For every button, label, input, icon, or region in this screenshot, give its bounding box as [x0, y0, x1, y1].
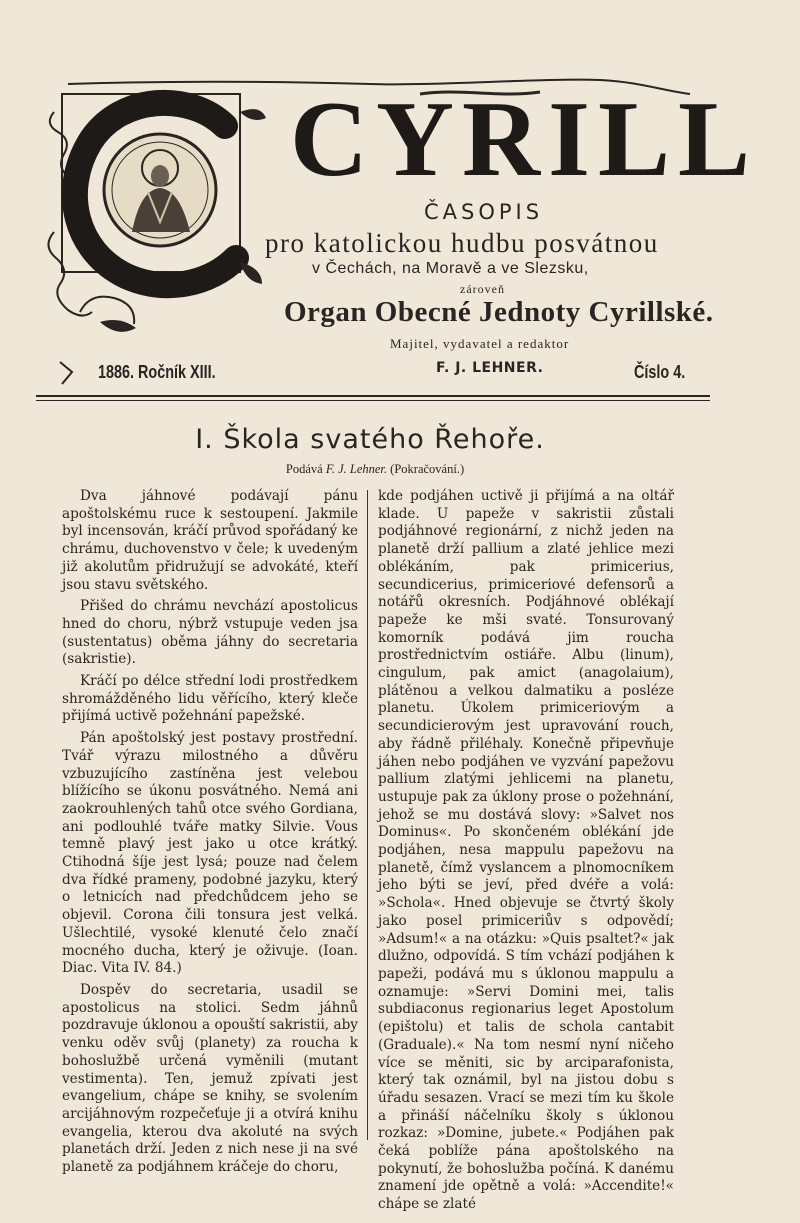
byline-author: F. J. Lehner.: [325, 462, 388, 476]
majitel-line: Majitel, vydavatel a redaktor: [390, 336, 570, 351]
issue-number: Číslo 4.: [634, 362, 686, 382]
organ-line: Organ Obecné Jednoty Cyrillské.: [284, 296, 714, 328]
subtitle-line-1: pro katolickou hudbu posvátnou: [265, 228, 659, 258]
article-title: I. Škola svatého Řehoře.: [195, 424, 545, 455]
paragraph: Dva jáhnové podávají pánu apoštolskému ruce k sestoupení. Jakmile byl incensován, kráčí průvod spořádaný ke chrámu, duchovenstvo v čele; k uvedeným již akolutům přidružují se advokáté, kteří jsou stavu světského.: [62, 488, 358, 593]
left-column: [62, 488, 358, 1181]
subtitle-line-2: v Čechách, na Moravě a ve Slezsku,: [312, 260, 589, 277]
publisher-name: F. J. LEHNER.: [436, 360, 544, 376]
masthead-rule-thin: [36, 400, 710, 401]
paragraph: Kráčí po délce střední lodi prostředkem shromážděného lidu věřícího, který klečе přijímá uctivě požehnání papežské.: [62, 673, 358, 725]
byline-prefix: Podává: [285, 462, 323, 476]
byline-note: (Pokračování.): [390, 462, 465, 476]
journal-title: CYRILL: [290, 80, 759, 199]
masthead-rule-thick: [36, 395, 710, 397]
paragraph: Dospěv do secretaria, usadil se apostolicus na stolici. Sedm jáhnů pozdravuje úklonou a opouští sakristii, aby venku oděv svůj (planety) za roucha k bohoslužbě určená vyměnili (mutant vestimenta). Ten, jemuž zpívati jest evangelium, chápe se knihy, se svolením arcijáhnovým rozpečeťuje ji a otvírá knihu evangelia, kterou dva akoluté na svých planetách drží. Jeden z nich nese ji na své planetě za podjáhnem kráčeje do choru,: [62, 981, 358, 1176]
paragraph: Přišed do chrámu nevchází apostolicus hned do choru, nýbrž vstupuje veden jsa (sustentatus) oběma jáhny do secretaria (sakristie).: [62, 598, 358, 668]
right-column: [378, 488, 674, 1218]
paragraph: Pán apoštolský jest postavy prostřední. Tvář výrazu milostného a důvěru vzbuzujícího zastíněna jest velebou blížícího se úkonu posvátného. Nemá ani zaokrouhlených tahů otce svého Gordiana, ani podlouhlé tváře matky Silvie. Vous temně plavý jest jako u otce krátký. Ctihodná šíje jest lysá; pouze nad čelem dva řídké prameny, podobné jazyku, který o letnicích nad předchůdcem jeho se objevil. Corona čili tonsura jest velká. Ušlechtilé, vysoké klenuté čelo značí mocného ducha, který je oživuje. (Ioan. Diac. Vita IV. 84.): [62, 730, 358, 977]
column-divider: [367, 490, 368, 1140]
masthead: [40, 72, 759, 402]
casopis-label: ČASOPIS: [424, 200, 544, 224]
zaroven-label: zároveň: [460, 282, 505, 296]
year-volume: 1886. Ročník XIII.: [98, 362, 216, 382]
paragraph: kde podjáhen uctivě ji přijímá a na oltář klade. U papeže v sakristii zůstali podjáhnové regionární, z nichž jeden na planetě drží pallium a zlaté jehlice mezi oblékáním, pak primicerius, secundicerius, primiceriové defensorů a notářů okresních. Podjáhnové oblékají papeže ke mši svaté. Tonsurovaný komorník podává jim roucha prostřednictvím ostiáře. Albu (linum), cingulum, pak amict (anagolaium), plátěnou a velkou dalmatiku a posléze planetu. Úkolem primiceriovým a secundicierovým jest upravování rouch, aby řádně přiléhaly. Konečně připevňuje jáhen nebo podjáhen ve vyzvání papežovu pallium zlatými jehlicemi na planetu, ustupuje pak za úklony prose o požehnání, jehož se mu dostává slovy: »Salvet nos Dominus«. Po skončeném oblékání jde podjáhen, nesa mappulu papežovu na planetě, čímž vyslancem a plnomocníkem jeho býti se jeví, před dvéře a volá: »Schola«. Hned objevuje se čtvrtý školy jako posel primiceriův s odpovědí; »Adsum!« a na otázku: »Quis psaltet?« jak dlužno, odpovídá. S tím vchází podjáhen k papeži, podává mu s úklonou mappulu a oznamuje: »Servi Domini mei, talis subdiaconus regionarius leget Apostolum (epištolu) et talis de schola cantabit (Graduale).« Na tom nesmí nyní ničeho více se měniti, sic by arciparafonista, který tak oznámil, byl na jistou dobu s úřadu sesazen. Vrací se mezi tím ku škole a přináší náčelníku školy s úklonou rozkaz: »Domine, jubete.« Podjáhen pak čeká poblíže pána apoštolského na pokynutí, že bohoslužba počíná. K danému znamení jde opětně a volá: »Accendite!« chápe se zlaté: [378, 488, 674, 1213]
article-byline: [0, 462, 750, 477]
